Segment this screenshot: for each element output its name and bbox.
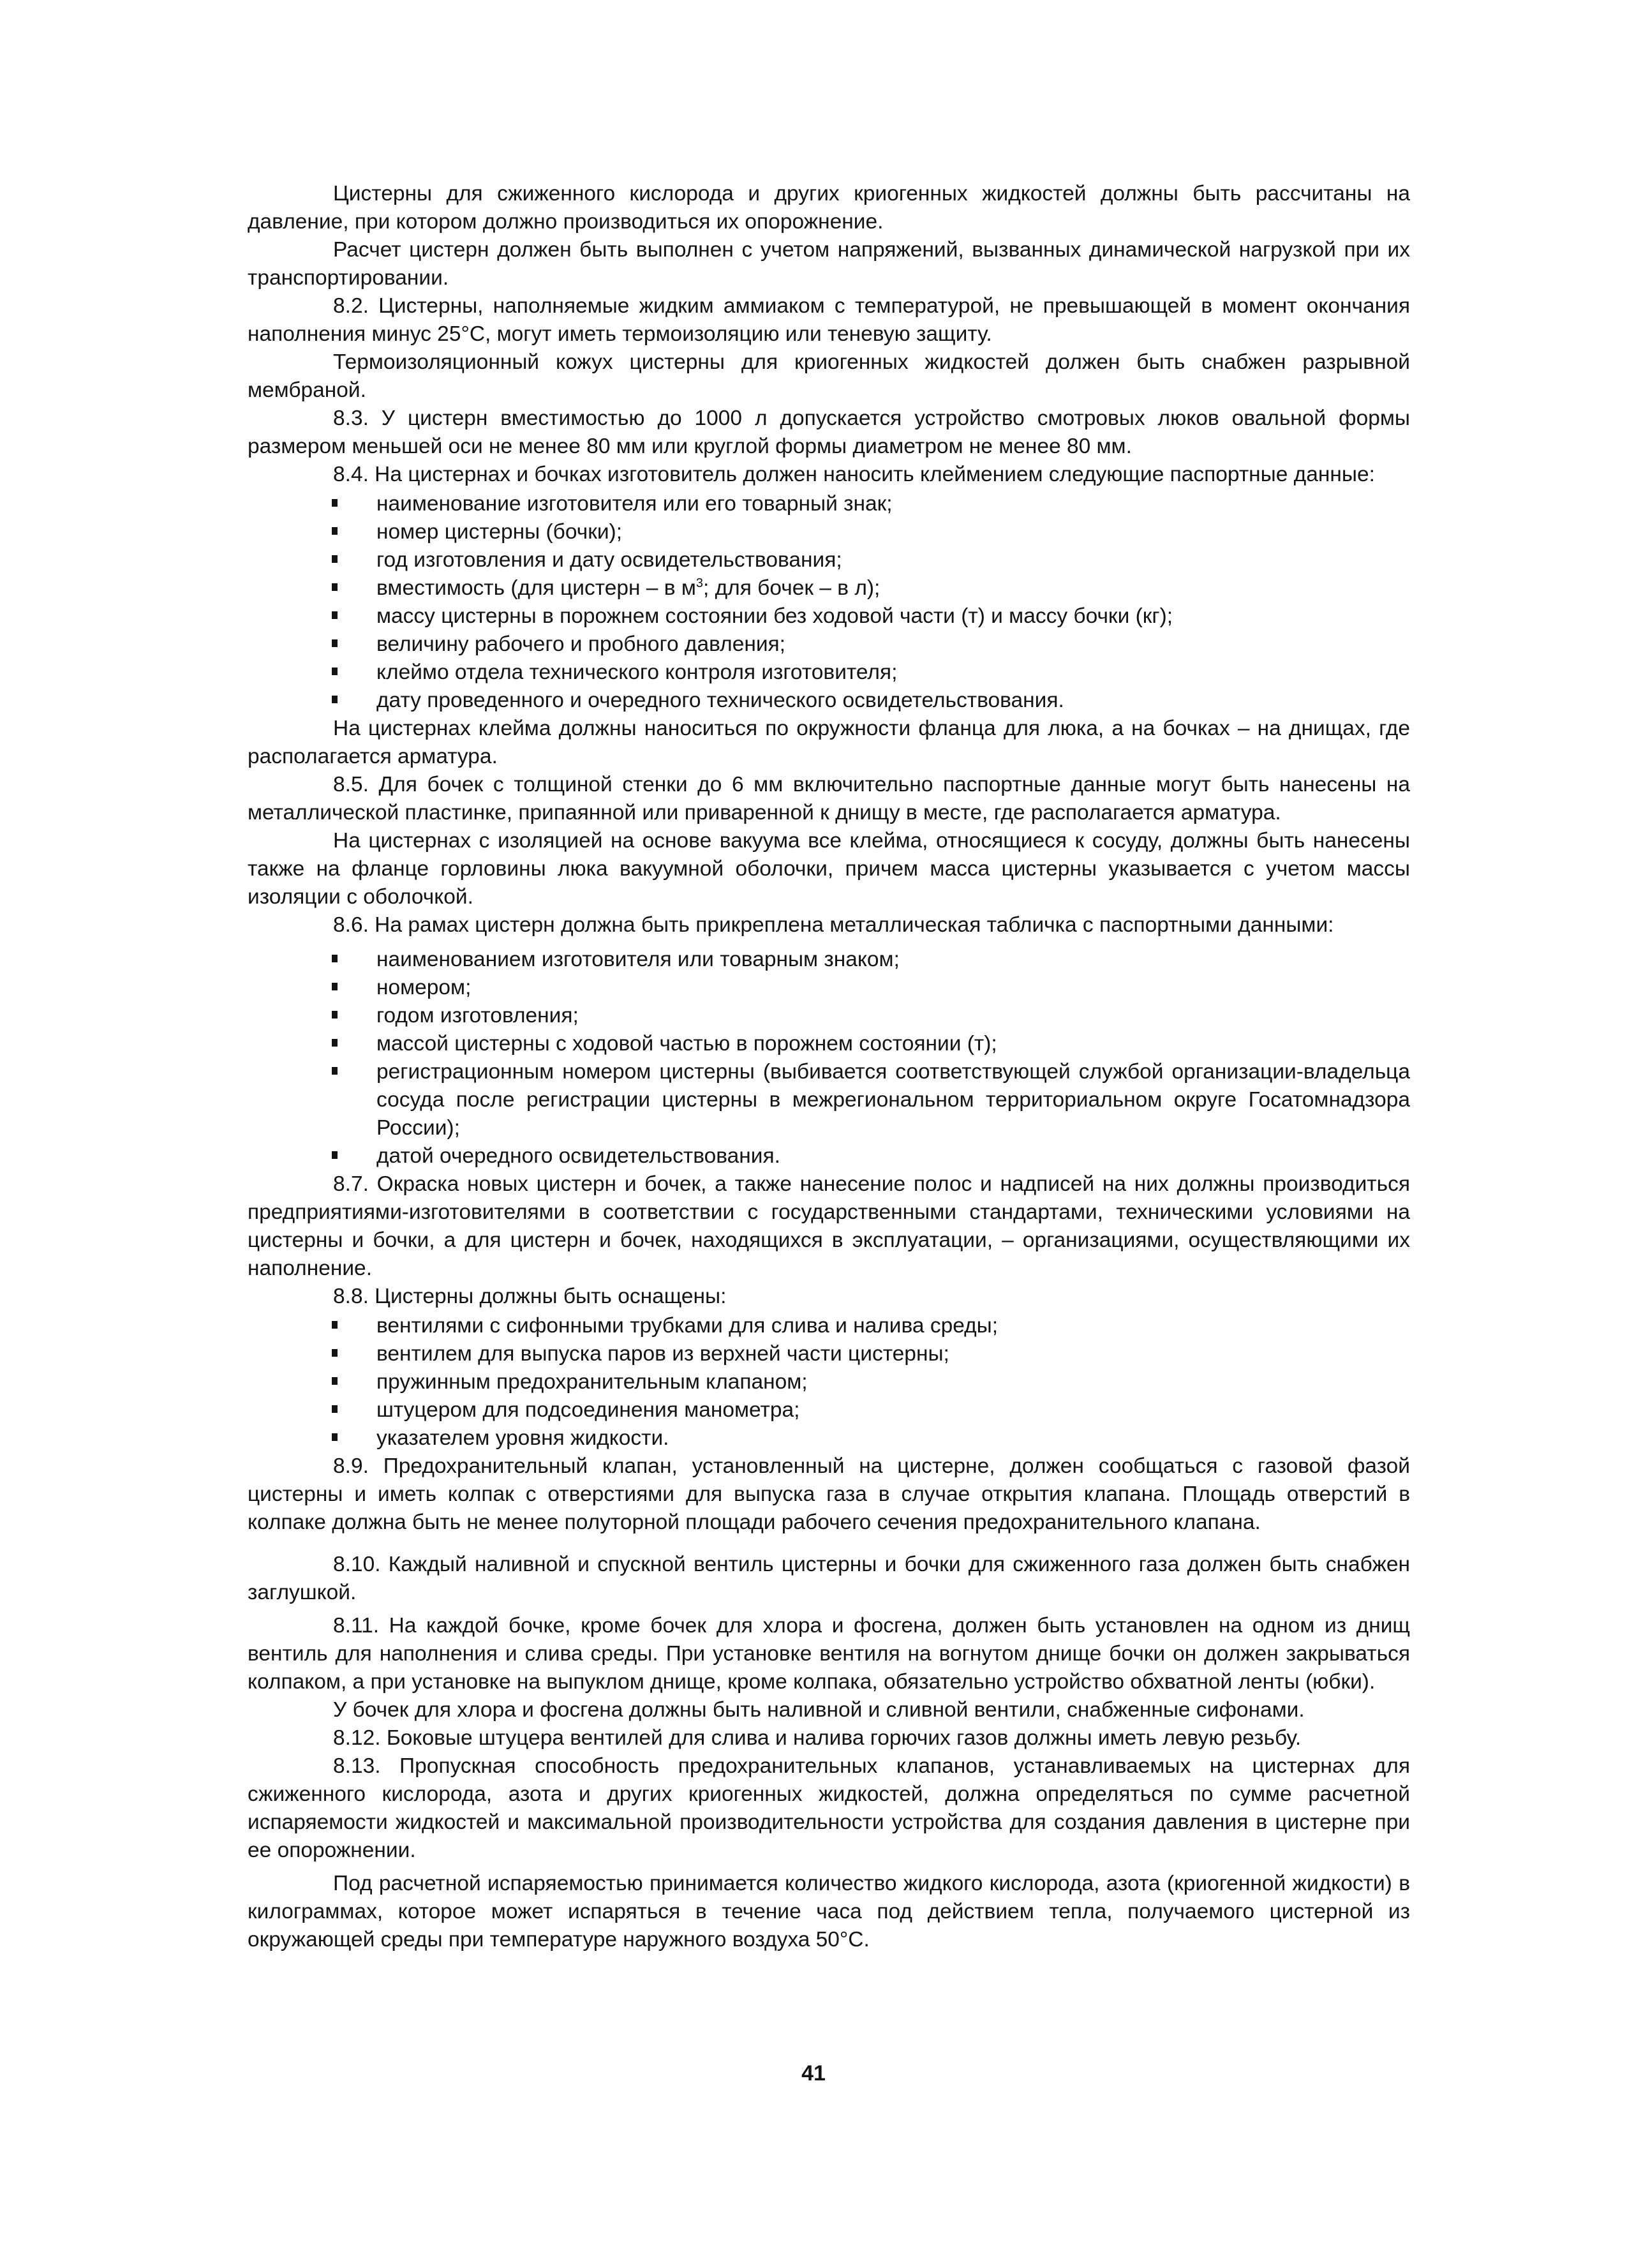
paragraph-8-10: 8.10. Каждый наливной и спускной вентиль цистерны и бочки для сжиженного газа должен быть снабжен заглушкой. bbox=[248, 1553, 1410, 1604]
list-item: наименованием изготовителя или товарным знаком; bbox=[376, 946, 1410, 974]
paragraph: Цистерны для сжиженного кислорода и других криогенных жидкостей должны быть рассчитаны на давление, при котором должно производиться их опорожнение. bbox=[248, 182, 1410, 234]
paragraph-8-2: 8.2. Цистерны, наполняемые жидким аммиаком с температурой, не превышающей в момент окончания наполнения минус 25°С, могут иметь термоизоляцию или теневую защиту. bbox=[248, 294, 1410, 346]
paragraph-8-13: 8.13. Пропускная способность предохранительных клапанов, устанавливаемых на цистернах для сжиженного кислорода, азота и других криогенных жидкостей, должна определяться по сумме расчетной испаряемости жидкостей и максимальной производительности устройства для создания давления в цистерне при ее опорожнении. bbox=[248, 1754, 1410, 1862]
paragraph: Расчет цистерн должен быть выполнен с учетом напряжений, вызванных динамической нагрузкой при их транспортировании. bbox=[248, 238, 1410, 290]
page-number: 41 bbox=[801, 2061, 826, 2085]
list-item: год изготовления и дату освидетельствования; bbox=[376, 546, 1410, 574]
paragraph-8-8: 8.8. Цистерны должны быть оснащены: bbox=[333, 1285, 727, 1308]
paragraph-8-12: 8.12. Боковые штуцера вентилей для слива и налива горючих газов должны иметь левую резьбу. bbox=[333, 1726, 1302, 1750]
paragraph-8-6: 8.6. На рамах цистерн должна быть прикреплена металлическая табличка с паспортными данными: bbox=[333, 913, 1334, 937]
paragraph: На цистернах клейма должны наноситься по окружности фланца для люка, а на бочках – на днищах, где располагается арматура. bbox=[248, 717, 1410, 768]
list-item: указателем уровня жидкости. bbox=[376, 1424, 1410, 1452]
nameplate-data-list bbox=[248, 946, 1410, 1170]
list-item: номер цистерны (бочки); bbox=[376, 518, 1410, 546]
list-item-text: вместимость (для цистерн – в м bbox=[376, 576, 696, 600]
list-item: массой цистерны с ходовой частью в порожнем состоянии (т); bbox=[376, 1030, 1410, 1058]
list-item: массу цистерны в порожнем состоянии без ходовой части (т) и массу бочки (кг); bbox=[376, 602, 1410, 630]
list-item: регистрационным номером цистерны (выбивается соответствующей службой организации-владельца сосуда после регистрации цистерны в межрегиональном территориальном округе Госатомнадзора России); bbox=[376, 1058, 1410, 1142]
marking-data-list bbox=[248, 490, 1410, 715]
list-item: дату проведенного и очередного технического освидетельствования. bbox=[376, 687, 1410, 715]
list-item: наименование изготовителя или его товарный знак; bbox=[376, 490, 1410, 518]
document-body bbox=[248, 180, 1410, 1954]
paragraph-8-11: 8.11. На каждой бочке, кроме бочек для хлора и фосгена, должен быть установлен на одном из днищ вентиль для наполнения и слива среды. При установке вентиля на вогнутом днище бочки он должен закрываться колпаком, а при установке на выпуклом днище, кроме колпака, обязательно устройство обхватной ленты (юбки). bbox=[248, 1614, 1410, 1694]
equipment-list bbox=[248, 1312, 1410, 1452]
list-item: клеймо отдела технического контроля изготовителя; bbox=[376, 659, 1410, 687]
paragraph-8-5: 8.5. Для бочек с толщиной стенки до 6 мм включительно паспортные данные могут быть нанесены на металлической пластинке, припаянной или приваренной к днищу в месте, где располагается арматура. bbox=[248, 773, 1410, 824]
list-item: штуцером для подсоединения манометра; bbox=[376, 1396, 1410, 1424]
list-item: номером; bbox=[376, 974, 1410, 1002]
paragraph: Термоизоляционный кожух цистерны для криогенных жидкостей должен быть снабжен разрывной мембраной. bbox=[248, 350, 1410, 402]
list-item bbox=[376, 574, 1410, 602]
paragraph-8-4: 8.4. На цистернах и бочках изготовитель должен наносить клеймением следующие паспортные данные: bbox=[333, 463, 1375, 486]
list-item-text: ; для бочек – в л); bbox=[703, 576, 880, 600]
list-item: датой очередного освидетельствования. bbox=[376, 1142, 1410, 1170]
superscript: 3 bbox=[695, 576, 703, 590]
list-item: пружинным предохранительным клапаном; bbox=[376, 1368, 1410, 1396]
paragraph: У бочек для хлора и фосгена должны быть наливной и сливной вентили, снабженные сифонами. bbox=[333, 1698, 1305, 1722]
list-item: вентилем для выпуска паров из верхней части цистерны; bbox=[376, 1340, 1410, 1368]
list-item: вентилями с сифонными трубками для слива и налива среды; bbox=[376, 1312, 1410, 1340]
list-item: величину рабочего и пробного давления; bbox=[376, 630, 1410, 659]
paragraph-8-9: 8.9. Предохранительный клапан, установленный на цистерне, должен сообщаться с газовой фазой цистерны и иметь колпак с отверстиями для выпуска газа в случае открытия клапана. Площадь отверстий в колпаке должна быть не менее полуторной площади рабочего сечения предохранительного клапана. bbox=[248, 1454, 1410, 1534]
paragraph-8-7: 8.7. Окраска новых цистерн и бочек, а также нанесение полос и надписей на них должны производиться предприятиями-изготовителями в соответствии с государственными стандартами, техническими условиями на цистерны и бочки, а для цистерн и бочек, находящихся в эксплуатации, – организациями, осуществляющими их наполнение. bbox=[248, 1172, 1410, 1280]
list-item: годом изготовления; bbox=[376, 1002, 1410, 1030]
paragraph: Под расчетной испаряемостью принимается количество жидкого кислорода, азота (криогенной жидкости) в килограммах, которое может испаряться в течение часа под действием тепла, получаемого цистерной из окружающей среды при температуре наружного воздуха 50°С. bbox=[248, 1872, 1410, 1951]
paragraph-8-3: 8.3. У цистерн вместимостью до 1000 л допускается устройство смотровых люков овальной формы размером меньшей оси не менее 80 мм или круглой формы диаметром не менее 80 мм. bbox=[248, 407, 1410, 458]
paragraph: На цистернах с изоляцией на основе вакуума все клейма, относящиеся к сосуду, должны быть нанесены также на фланце горловины люка вакуумной оболочки, причем масса цистерны указывается с учетом массы изоляции с оболочкой. bbox=[248, 829, 1410, 909]
